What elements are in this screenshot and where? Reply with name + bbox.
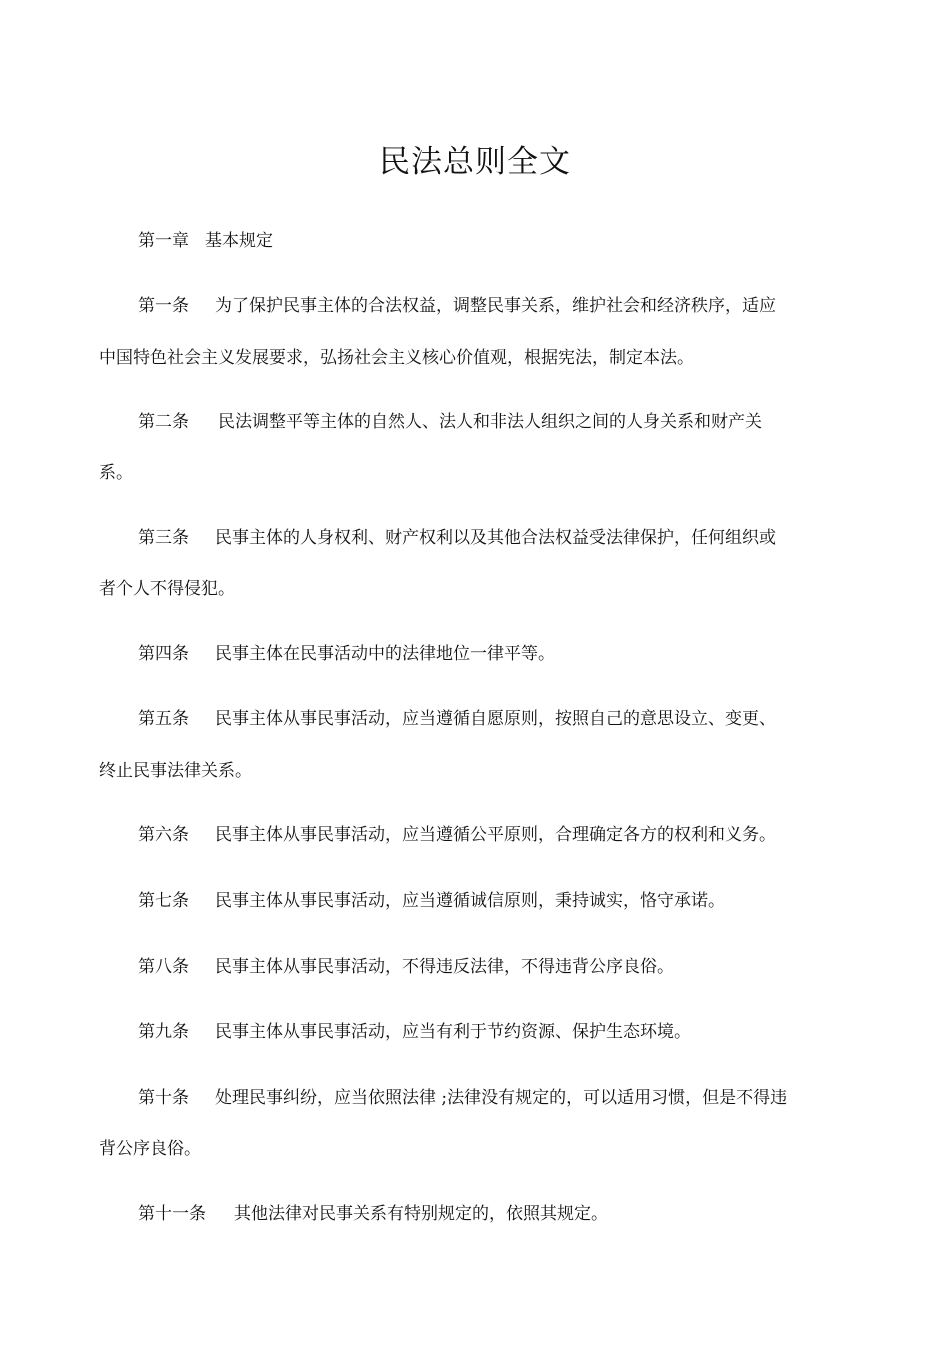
article-text: 其他法律对民事关系有特别规定的，依照其规定。 <box>234 1204 608 1224</box>
article-5-first-line <box>138 707 776 731</box>
article-label: 第五条 <box>138 709 189 729</box>
chapter-label: 第一章 <box>138 231 189 251</box>
article-6-line <box>138 823 776 847</box>
article-3-continuation: 者个人不得侵犯。 <box>99 579 235 599</box>
article-label: 第三条 <box>138 528 189 548</box>
article-4-line <box>138 642 555 666</box>
article-label: 第七条 <box>138 891 189 911</box>
chapter-text: 基本规定 <box>205 231 273 251</box>
article-2-continuation: 系。 <box>99 463 133 483</box>
article-label: 第九条 <box>138 1022 189 1042</box>
article-label: 第四条 <box>138 644 189 664</box>
article-5-continuation: 终止民事法律关系。 <box>99 761 252 781</box>
article-text: 民事主体从事民事活动，应当遵循公平原则，合理确定各方的权利和义务。 <box>215 825 776 845</box>
article-label: 第八条 <box>138 957 189 977</box>
article-9-line <box>138 1020 691 1044</box>
article-11-line <box>138 1202 608 1226</box>
article-8-line <box>138 955 674 979</box>
article-text: 处理民事纠纷，应当依照法律 ;法律没有规定的，可以适用习惯，但是不得违 <box>215 1088 788 1108</box>
article-1-continuation: 中国特色社会主义发展要求，弘扬社会主义核心价值观，根据宪法，制定本法。 <box>99 348 694 368</box>
article-text: 为了保护民事主体的合法权益，调整民事关系，维护社会和经济秩序，适应 <box>215 296 776 316</box>
article-text: 民事主体从事民事活动，应当遵循自愿原则，按照自己的意思设立、变更、 <box>215 709 776 729</box>
article-10-continuation: 背公序良俗。 <box>99 1139 201 1159</box>
article-1-first-line <box>138 294 776 318</box>
document-title: 民法总则全文 <box>379 144 571 180</box>
article-2-first-line <box>138 410 762 434</box>
article-label: 第二条 <box>138 412 189 432</box>
article-text: 民法调整平等主体的自然人、法人和非法人组织之间的人身关系和财产关 <box>218 412 762 432</box>
article-label: 第十一条 <box>138 1204 206 1224</box>
article-label: 第十条 <box>138 1088 189 1108</box>
article-3-first-line <box>138 526 776 550</box>
article-text: 民事主体从事民事活动，应当遵循诚信原则，秉持诚实，恪守承诺。 <box>215 891 725 911</box>
article-7-line <box>138 889 725 913</box>
article-text: 民事主体的人身权利、财产权利以及其他合法权益受法律保护，任何组织或 <box>215 528 776 548</box>
article-text: 民事主体从事民事活动，应当有利于节约资源、保护生态环境。 <box>215 1022 691 1042</box>
chapter-heading <box>138 229 273 253</box>
article-label: 第六条 <box>138 825 189 845</box>
article-text: 民事主体从事民事活动，不得违反法律，不得违背公序良俗。 <box>215 957 674 977</box>
article-text: 民事主体在民事活动中的法律地位一律平等。 <box>215 644 555 664</box>
article-label: 第一条 <box>138 296 189 316</box>
article-10-first-line <box>138 1086 787 1110</box>
